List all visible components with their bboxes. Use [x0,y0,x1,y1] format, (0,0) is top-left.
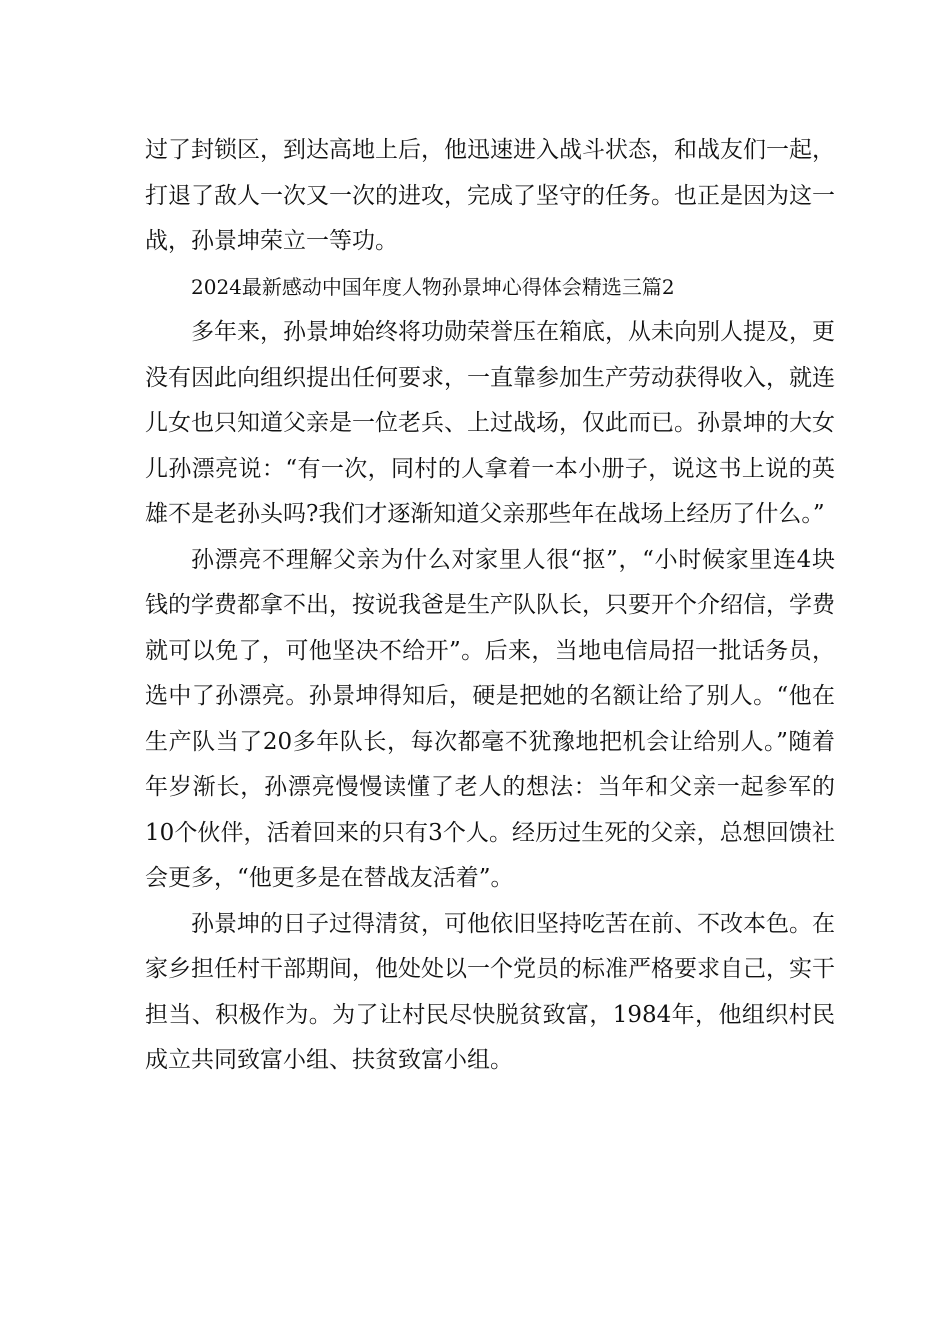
paragraph-continuation: 过了封锁区，到达高地上后，他迅速进入战斗状态，和战友们一起，打退了敌人一次又一次的进攻，完成了坚守的任务。也正是因为这一战，孙景坤荣立一等功。 [145,137,835,254]
paragraph-body: 孙漂亮不理解父亲为什么对家里人很“抠”，“小时候家里连4块钱的学费都拿不出，按说我爸是生产队队长，只要开个介绍信，学费就可以免了，可他坚决不给开”。后来，当地电信局招一批话务员，选中了孙漂亮。孙景坤得知后，硬是把她的名额让给了别人。“他在生产队当了20多年队长，每次都毫不犹豫地把机会让给别人。”随着年岁渐长，孙漂亮慢慢读懂了老人的想法：当年和父亲一起参军的10个伙伴，活着回来的只有3个人。经历过生死的父亲，总想回馈社会更多，“他更多是在替战友活着”。 [145,546,835,891]
section-heading: 2024最新感动中国年度人物孙景坤心得体会精选三篇2 [191,274,675,299]
document-body [145,128,835,1084]
paragraph-body: 多年来，孙景坤始终将功勋荣誉压在箱底，从未向别人提及，更没有因此向组织提出任何要求，一直靠参加生产劳动获得收入，就连儿女也只知道父亲是一位老兵、上过战场，仅此而已。孙景坤的大女儿孙漂亮说：“有一次，同村的人拿着一本小册子，说这书上说的英雄不是老孙头吗?我们才逐渐知道父亲那些年在战场上经历了什么。” [145,319,835,527]
paragraph-body: 孙景坤的日子过得清贫，可他依旧坚持吃苦在前、不改本色。在家乡担任村干部期间，他处处以一个党员的标准严格要求自己，实干担当、积极作为。为了让村民尽快脱贫致富，1984年，他组织村民成立共同致富小组、扶贫致富小组。 [145,910,835,1073]
